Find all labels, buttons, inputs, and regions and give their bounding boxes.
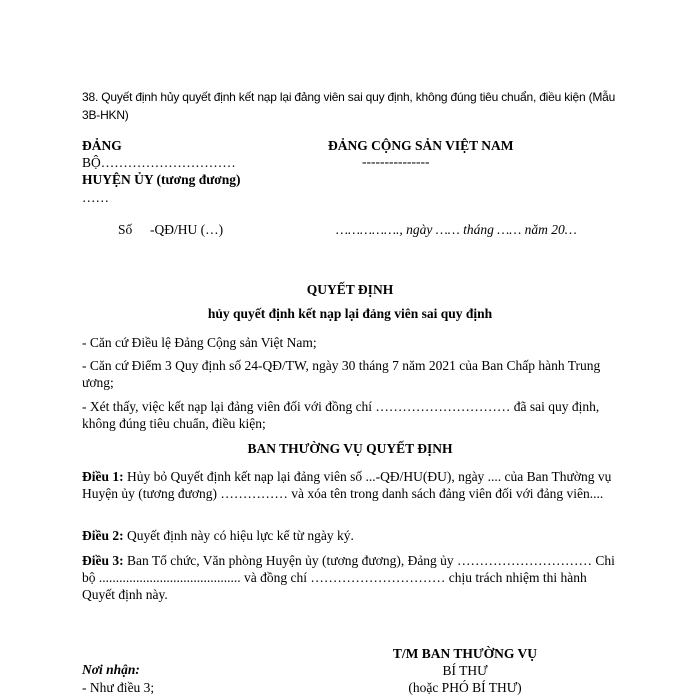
- article-3-text: Ban Tổ chức, Văn phòng Huyện ủy (tương đương), Đảng ủy ………………………… Chi bộ .......................................... và đồng chí ………………………… chịu trách nhiệm thi hành Quyết định này.: [82, 553, 615, 602]
- article-2-text: Quyết định này có hiệu lực kể từ ngày ký.: [123, 528, 354, 543]
- recipients-label: Nơi nhận:: [82, 662, 140, 677]
- signature-role-alt: (hoặc PHÓ BÍ THƯ): [408, 680, 522, 695]
- article-1-label: Điều 1:: [82, 469, 124, 484]
- board-decision-heading: BAN THƯỜNG VỤ QUYẾT ĐỊNH: [247, 441, 453, 456]
- heading-rule: ---------------: [362, 154, 430, 169]
- article-3: [82, 552, 622, 603]
- party-label: ĐẢNG: [82, 138, 122, 153]
- recipient-item: - Như điều 3;: [82, 680, 155, 695]
- article-1: [82, 468, 622, 502]
- number-value: -QĐ/HU (…): [150, 222, 224, 237]
- article-2: [82, 527, 622, 544]
- form-title-line-2: 3B-HKN): [82, 108, 129, 122]
- form-title-line-1: 38. Quyết định hủy quyết định kết nạp lại đảng viên sai quy định, không đúng tiêu chuẩn, điều kiện (Mẫu: [82, 90, 616, 104]
- decision-subtitle: hủy quyết định kết nạp lại đảng viên sai quy định: [207, 306, 493, 321]
- party-name-heading: ĐẢNG CỘNG SẢN VIỆT NAM: [328, 138, 514, 153]
- basis-finding: - Xét thấy, việc kết nạp lại đảng viên đối với đồng chí ………………………… đã sai quy định, không đúng tiêu chuẩn, điều kiện;: [82, 399, 600, 431]
- article-2-label: Điều 2:: [82, 528, 124, 543]
- party-committee-line: BỘ…………………………: [82, 155, 236, 170]
- district-committee-dots: ……: [82, 190, 109, 205]
- signature-role: BÍ THƯ: [442, 663, 488, 678]
- signature-title: T/M BAN THƯỜNG VỤ: [392, 646, 538, 661]
- basis-charter: - Căn cứ Điều lệ Đảng Cộng sản Việt Nam;: [82, 335, 317, 350]
- date-line: ……………., ngày …… tháng …… năm 20…: [336, 222, 577, 237]
- district-committee-label: HUYỆN ỦY (tương đương): [82, 172, 241, 187]
- decision-title: QUYẾT ĐỊNH: [306, 282, 394, 297]
- article-3-label: Điều 3:: [82, 553, 124, 568]
- number-label: Số: [118, 222, 133, 237]
- basis-regulation: - Căn cứ Điểm 3 Quy định số 24-QĐ/TW, ngày 30 tháng 7 năm 2021 của Ban Chấp hành Trung ương;: [82, 358, 601, 390]
- article-1-text: Hủy bỏ Quyết định kết nạp lại đảng viên số ...-QĐ/HU(ĐU), ngày .... của Ban Thường vụ Huyện ủy (tương đương) …………… và xóa tên trong danh sách đảng viên đối với đảng viên....: [82, 469, 612, 501]
